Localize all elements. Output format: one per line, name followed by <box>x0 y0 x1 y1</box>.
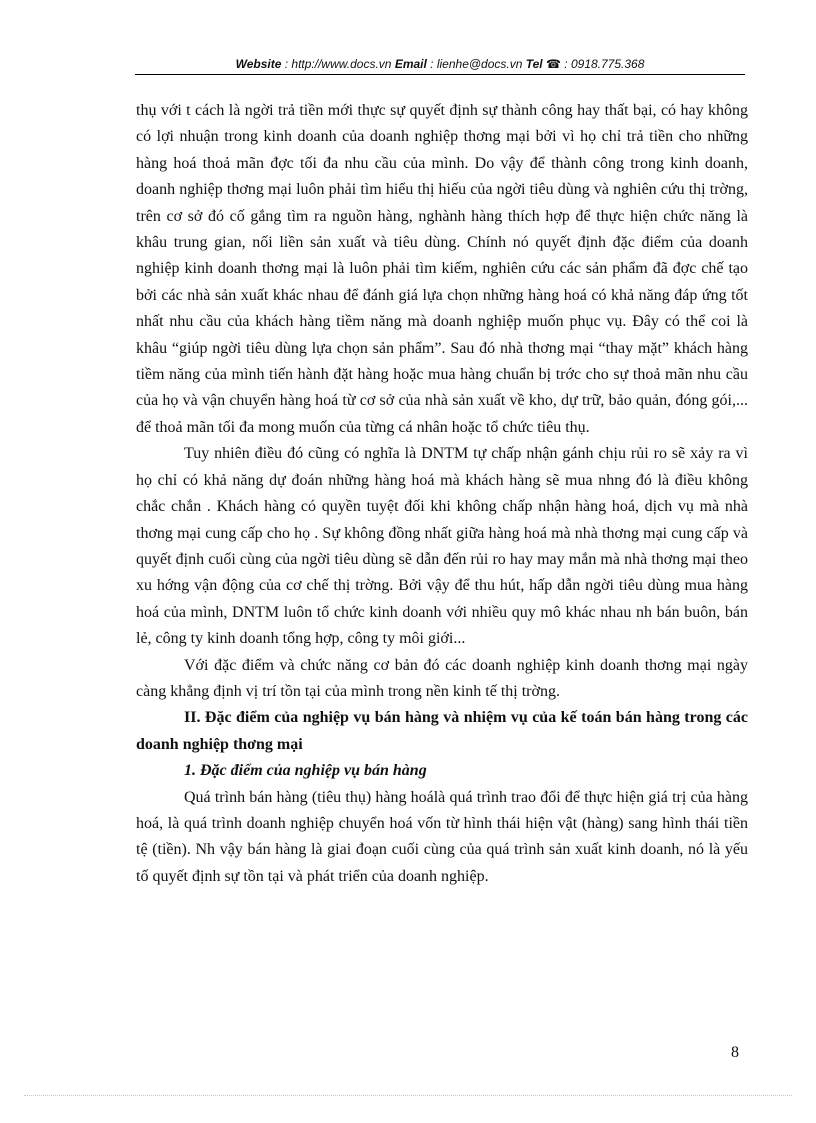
paragraph-1: thụ với t cách là ngời trả tiền mới thực sự quyết định sự thành công hay thất bại, có hay không có lợi nhuận trong kinh doanh của doanh nghiệp thơng mại bởi vì họ chỉ trả tiền cho những hàng hoá thoả mãn đợc tối đa nhu cầu của mình. Do vậy để thành công trong kinh doanh, doanh nghiệp thơng mại luôn phải tìm hiểu thị hiếu của ngời tiêu dùng và nghiên cứu thị trờng, trên cơ sở đó cố gắng tìm ra nguồn hàng, nghành hàng thích hợp để thực hiện chức năng là khâu trung gian, nối liền sản xuất và tiêu dùng. Chính nó quyết định đặc điểm của doanh nghiệp kinh doanh thơng mại là luôn phải tìm kiếm, nghiên cứu các sản phẩm đã đợc chế tạo bởi các nhà sản xuất khác nhau để đánh giá lựa chọn những hàng hoá có khả năng đáp ứng tốt nhất nhu cầu của khách hàng tiềm năng mà doanh nghiệp muốn phục vụ. Đây có thể coi là khâu “giúp ngời tiêu dùng lựa chọn sản phẩm”. Sau đó nhà thơng mại “thay mặt” khách hàng tiềm năng của mình tiến hành đặt hàng hoặc mua hàng chuẩn bị trớc cho sự thoả mãn nhu cầu của họ và vận chuyển hàng hoá từ cơ sở của nhà sản xuất về kho, dự trữ, bảo quản, đóng gói,... để thoả mãn tối đa mong muốn của từng cá nhân hoặc tổ chức tiêu thụ. <box>136 102 748 436</box>
document-body <box>136 98 748 890</box>
website-value: : http://www.docs.vn <box>284 57 392 71</box>
tel-value: : 0918.775.368 <box>564 57 645 71</box>
page-header <box>135 57 745 75</box>
paragraph-4: Quá trình bán hàng (tiêu thụ) hàng hoálà quá trình trao đổi để thực hiện giá trị của hàng hoá, là quá trình doanh nghiệp chuyển hoá vốn từ hình thái hiện vật (hàng) sang hình thái tiền tệ (tiền). Nh vậy bán hàng là giai đoạn cuối cùng của quá trình sản xuất kinh doanh, nó là yếu tố quyết định sự tồn tại và phát triển của doanh nghiệp. <box>136 788 748 885</box>
phone-icon: ☎ <box>546 57 561 71</box>
paragraph-2: Tuy nhiên điều đó cũng có nghĩa là DNTM tự chấp nhận gánh chịu rủi ro sẽ xảy ra vì họ chỉ có khả năng dự đoán những hàng hoá mà khách hàng sẽ mua nhng đó là điều không chắc chắn . Khách hàng có quyền tuyệt đối khi không chấp nhận hàng hoá, dịch vụ mà nhà thơng mại cung cấp cho họ . Sự không đồng nhất giữa hàng hoá mà nhà thơng mại cung cấp và quyết định cuối cùng của ngời tiêu dùng sẽ dẫn đến rủi ro hay may mắn mà nhà thơng mại theo xu hớng vận động của cơ chế thị trờng. Bởi vậy để thu hút, hấp dẫn ngời tiêu dùng mua hàng hoá của mình, DNTM luôn tổ chức kinh doanh với nhiều quy mô khác nhau nh bán buôn, bán lẻ, công ty kinh doanh tổng hợp, công ty môi giới... <box>136 445 748 648</box>
email-value: : lienhe@docs.vn <box>430 57 523 71</box>
page-bottom-divider <box>24 1095 792 1096</box>
page-number: 8 <box>731 1044 739 1061</box>
paragraph-3: Với đặc điểm và chức năng cơ bản đó các doanh nghiệp kinh doanh thơng mại ngày càng khẳng định vị trí tồn tại của mình trong nền kinh tế thị trờng. <box>136 656 748 700</box>
subsection-heading: 1. Đặc điểm của nghiệp vụ bán hàng <box>184 762 427 780</box>
email-label: Email <box>394 57 427 71</box>
tel-label: Tel <box>525 57 543 71</box>
website-label: Website <box>235 57 282 71</box>
section-heading: II. Đặc điểm của nghiệp vụ bán hàng và nhiệm vụ của kế toán bán hàng trong các doanh nghiệp thơng mại <box>136 709 748 753</box>
